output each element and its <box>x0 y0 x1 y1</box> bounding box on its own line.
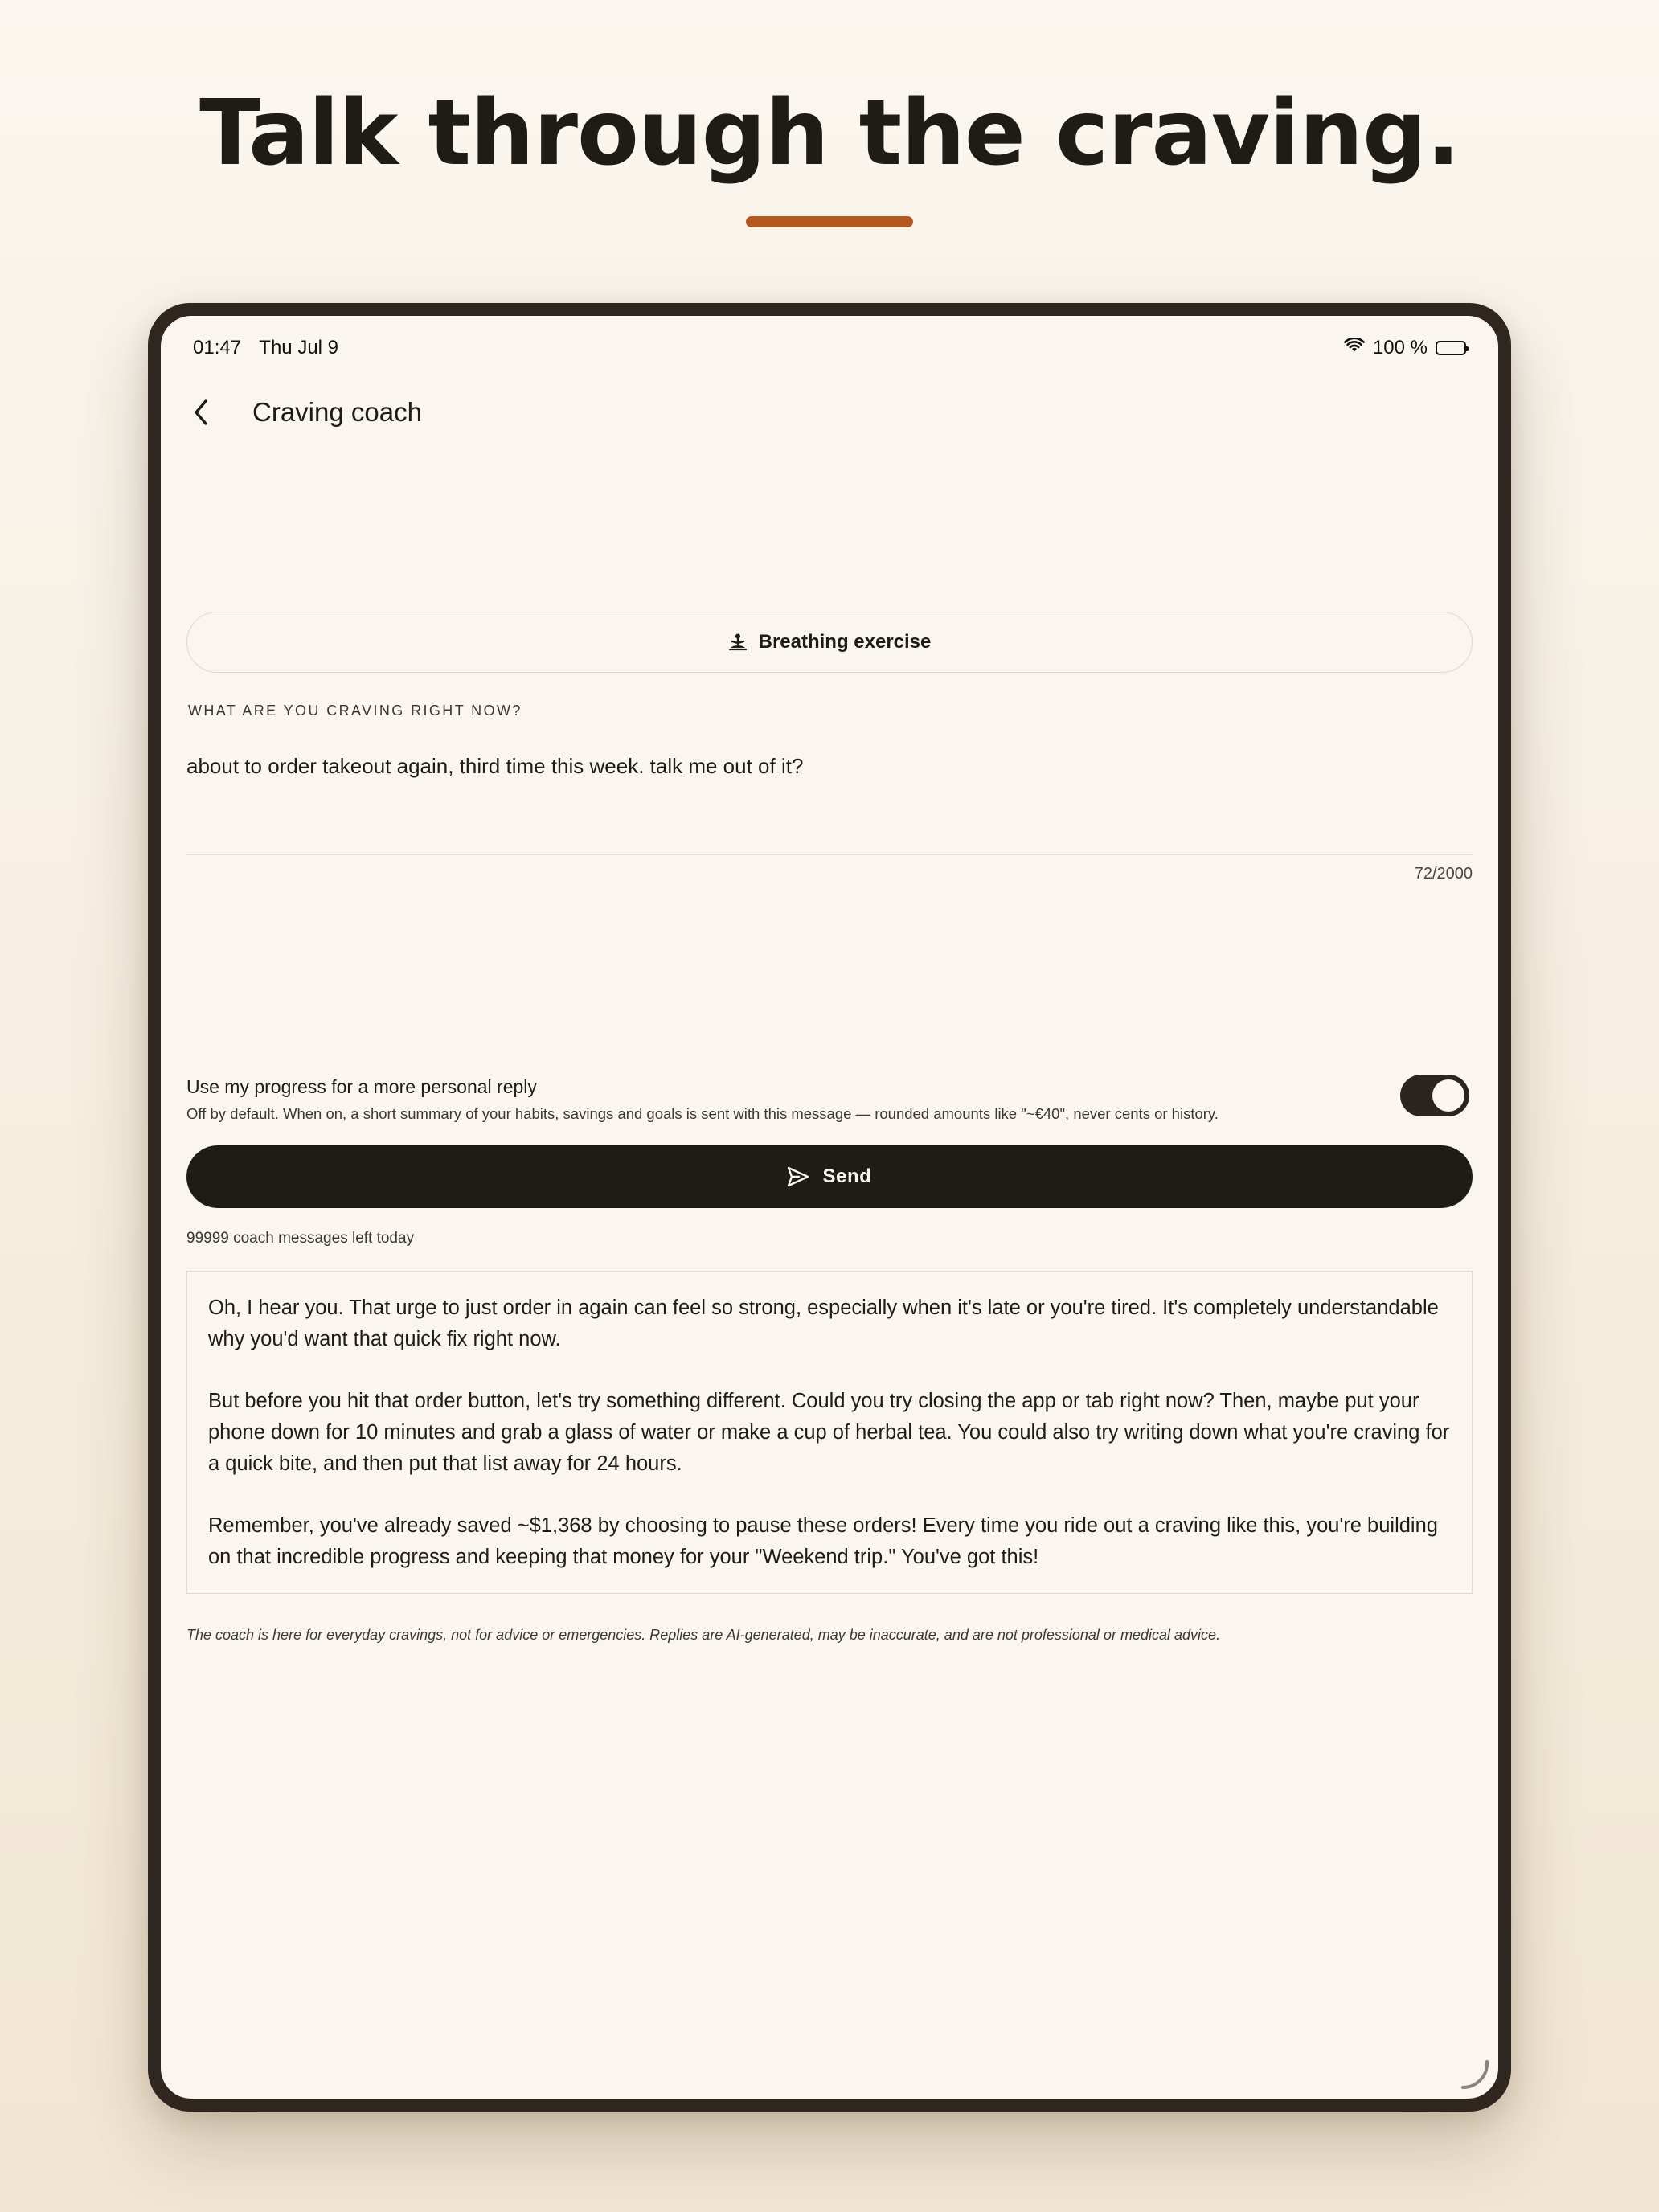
breathing-exercise-button[interactable] <box>186 612 1473 673</box>
reply-paragraph: But before you hit that order button, let's try something different. Could you try closing the app or tab right now? Then, maybe put your phone down for 10 minutes and grab a glass of water or make a cup of herbal tea. You could also try writing down what you're craving for a quick bite, and then put that list away for 24 hours. <box>208 1390 1450 1475</box>
messages-left-counter: 99999 coach messages left today <box>186 1230 415 1247</box>
status-right <box>1344 337 1466 359</box>
wifi-icon <box>1344 337 1365 359</box>
page-headline: Talk through the craving. <box>199 81 1460 186</box>
back-button[interactable] <box>177 388 225 436</box>
craving-input[interactable]: about to order takeout again, third time this week. talk me out of it? <box>186 750 1473 855</box>
headline-underline <box>746 216 913 227</box>
toggle-knob <box>1432 1079 1464 1112</box>
status-date: Thu Jul 9 <box>259 337 339 358</box>
send-icon <box>787 1166 809 1187</box>
reply-paragraph: Oh, I hear you. That urge to just order in again can feel so strong, especially when it's late or you're tired. It's completely understandable why you'd want that quick fix right now. <box>208 1296 1439 1350</box>
craving-section-label: WHAT ARE YOU CRAVING RIGHT NOW? <box>188 703 522 719</box>
breathing-exercise-label: Breathing exercise <box>758 631 932 653</box>
progress-toggle-switch[interactable] <box>1400 1075 1469 1116</box>
coach-reply <box>186 1271 1473 1594</box>
nav-title: Craving coach <box>252 397 422 427</box>
battery-icon <box>1436 341 1466 355</box>
status-time: 01:47 <box>193 337 242 358</box>
nav-bar <box>161 372 1498 453</box>
character-count: 72/2000 <box>1414 865 1473 883</box>
meditation-icon <box>728 633 748 652</box>
progress-toggle-title: Use my progress for a more personal reply <box>186 1076 537 1097</box>
status-left <box>193 337 351 359</box>
chevron-left-icon <box>191 398 211 427</box>
send-label: Send <box>822 1165 872 1187</box>
status-bar <box>193 327 1466 369</box>
tablet-frame <box>148 303 1511 2112</box>
battery-percent: 100 % <box>1372 337 1428 358</box>
progress-toggle-description: Off by default. When on, a short summary of your habits, savings and goals is sent with this message — rounded amounts like "~€40", never cents or history. <box>186 1105 1219 1122</box>
reply-paragraph: Remember, you've already saved ~$1,368 by choosing to pause these orders! Every time you ride out a craving like this, you're building on that incredible progress and keeping that money for your "Weekend trip." You've got this! <box>208 1514 1438 1568</box>
disclaimer-text: The coach is here for everyday cravings, not for advice or emergencies. Replies are AI-generated, may be inaccurate, and are not professional or medical advice. <box>186 1627 1220 1643</box>
corner-indicator-icon <box>1456 2057 1492 2092</box>
app-screen <box>161 316 1498 2099</box>
send-button[interactable] <box>186 1145 1473 1208</box>
